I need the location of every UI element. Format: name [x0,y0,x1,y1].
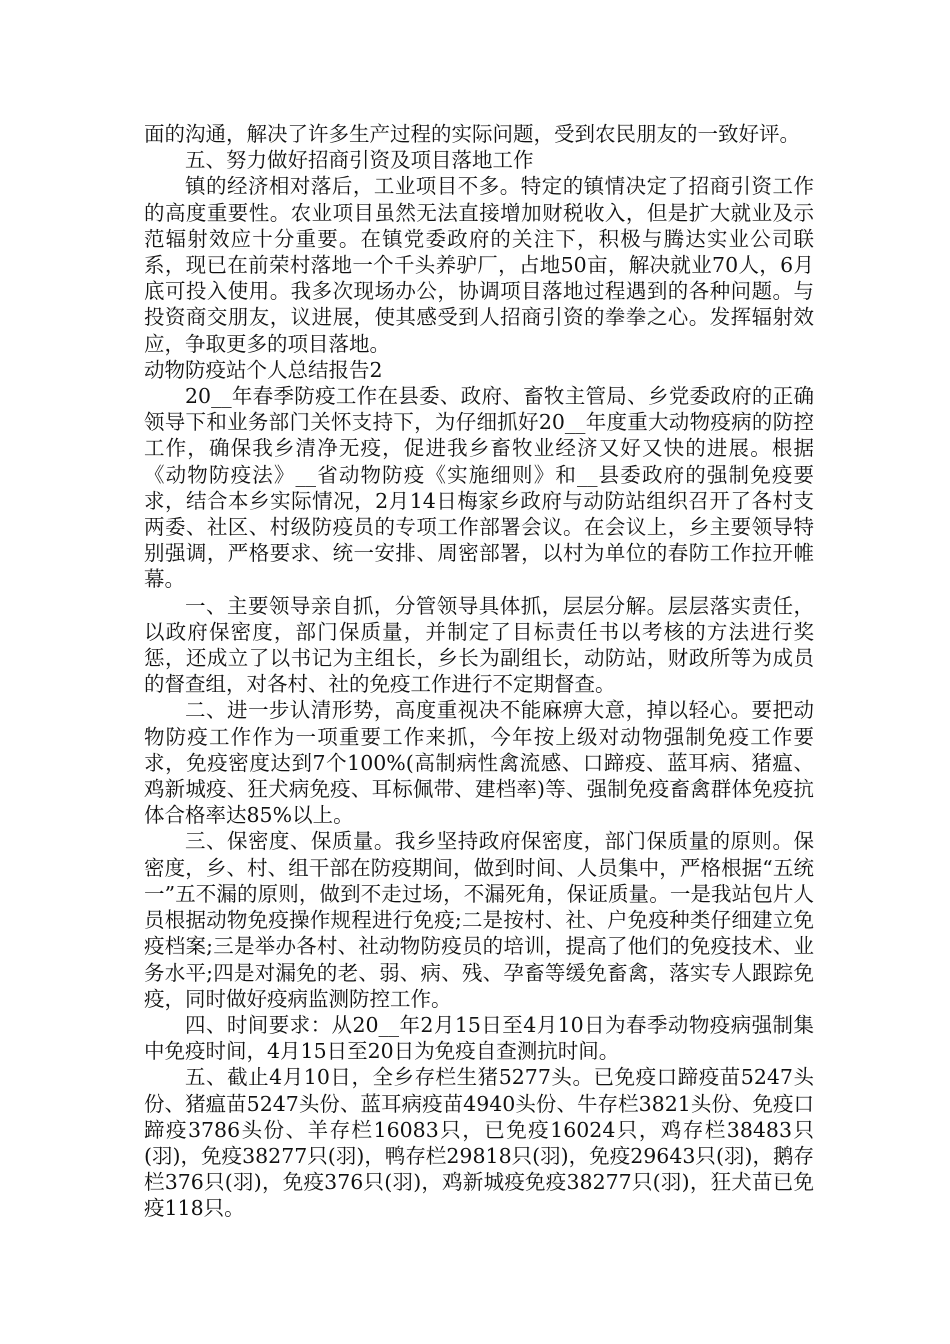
paragraph-intro: 20__年春季防疫工作在县委、政府、畜牧主管局、乡党委政府的正确领导下和业务部门关怀支持下，为仔细抓好20__年度重大动物疫病的防控工作，确保我乡清净无疫，促进我乡畜牧业经济又好又快的进展。根据《动物防疫法》__省动物防疫《实施细则》和__县委政府的强制免疫要求，结合本乡实际情况，2月14日梅家乡政府与动防站组织召开了各村支两委、社区、村级防疫员的专项工作部署会议。在会议上，乡主要领导特别强调，严格要求、统一安排、周密部署，以村为单位的春防工作拉开帷幕。 [144,384,814,592]
document-body [144,121,814,1222]
section-heading-investment: 五、努力做好招商引资及项目落地工作 [185,148,534,173]
paragraph-point-1: 一、主要领导亲自抓，分管领导具体抓，层层分解。层层落实责任，以政府保密度，部门保质量，并制定了目标责任书以考核的方法进行奖惩，还成立了以书记为主组长，乡长为副组长，动防站，财政所等为成员的督查组，对各村、社的免疫工作进行不定期督查。 [144,593,814,697]
paragraph-investment: 镇的经济相对落后，工业项目不多。特定的镇情决定了招商引资工作的高度重要性。农业项目虽然无法直接增加财税收入，但是扩大就业及示范辐射效应十分重要。在镇党委政府的关注下，积极与腾达实业公司联系，现已在前荣村落地一个千头养驴厂，占地50亩，解决就业70人，6月底可投入使用。我多次现场办公，协调项目落地过程遇到的各种问题。与投资商交朋友，议进展，使其感受到人招商引资的拳拳之心。发挥辐射效应，争取更多的项目落地。 [144,174,814,356]
paragraph-continuation: 面的沟通，解决了许多生产过程的实际问题，受到农民朋友的一致好评。 [144,122,800,146]
paragraph-point-3: 三、保密度、保质量。我乡坚持政府保密度，部门保质量的原则。保密度，乡、村、组干部在防疫期间，做到时间、人员集中，严格根据“五统一”五不漏的原则，做到不走过场，不漏死角，保证质量。一是我站包片人员根据动物免疫操作规程进行免疫;二是按村、社、户免疫种类仔细建立免疫档案;三是举办各村、社动物防疫员的培训，提高了他们的免疫技术、业务水平;四是对漏免的老、弱、病、残、孕畜等缓免畜禽，落实专人跟踪免疫，同时做好疫病监测防控工作。 [144,829,814,1011]
paragraph-point-4: 四、时间要求：从20__年2月15日至4月10日为春季动物疫病强制集中免疫时间，4月15日至20日为免疫自查测抗时间。 [144,1012,814,1064]
report-title: 动物防疫站个人总结报告2 [144,357,383,382]
paragraph-point-5: 五、截止4月10日，全乡存栏生猪5277头。已免疫口蹄疫苗5247头份、猪瘟苗5247头份、蓝耳病疫苗4940头份、牛存栏3821头份、免疫口蹄疫3786头份、羊存栏16083只，已免疫16024只，鸡存栏38483只(羽)，免疫38277只(羽)，鸭存栏29818只(羽)，免疫29643只(羽)，鹅存栏376只(羽)，免疫376只(羽)，鸡新城疫免疫38277只(羽)，狂犬苗已免疫118只。 [144,1065,814,1221]
paragraph-point-2: 二、进一步认清形势，高度重视决不能麻痹大意，掉以轻心。要把动物防疫工作作为一项重要工作来抓，今年按上级对动物强制免疫工作要求，免疫密度达到7个100%(高制病性禽流感、口蹄疫、蓝耳病、猪瘟、鸡新城疫、狂犬病免疫、耳标佩带、建档率)等、强制免疫畜禽群体免疫抗体合格率达85%以上。 [144,698,814,828]
